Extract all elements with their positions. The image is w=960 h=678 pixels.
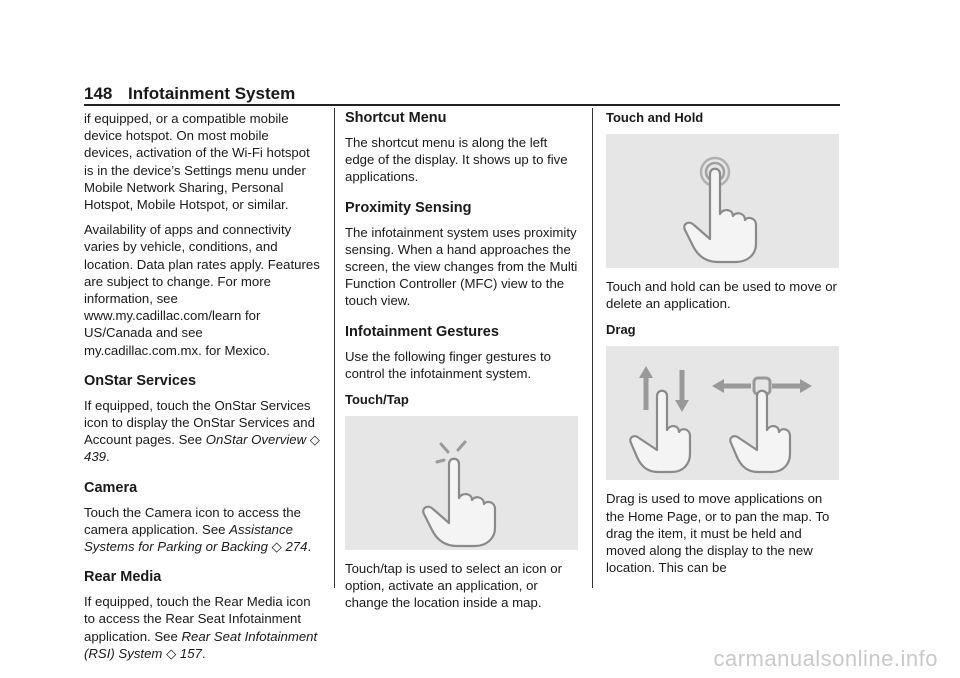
ref-icon: ◇	[271, 539, 282, 555]
rear-page-ref[interactable]: 157	[179, 645, 202, 661]
page-number: 148	[84, 84, 113, 103]
heading-touch-tap: Touch/Tap	[345, 392, 409, 408]
column-divider-2	[592, 108, 593, 588]
paragraph-touch-hold: Touch and hold can be used to move or delete an application.	[606, 279, 837, 312]
paragraph-gestures: Use the following finger gestures to control the infotainment system.	[345, 348, 551, 381]
link-onstar-overview[interactable]: OnStar Overview	[205, 432, 307, 448]
column-2	[345, 110, 579, 620]
watermark: carmanualsonline.info	[713, 646, 938, 671]
tap-hand-icon	[345, 416, 578, 550]
heading-proximity: Proximity Sensing	[345, 199, 472, 216]
column-divider-1	[334, 108, 335, 588]
page-header	[84, 82, 840, 106]
paragraph-availability: Availability of apps and connectivity varies by vehicle, conditions, and location. Data plan rates apply. Features are subject to change. For more information, see www.my.cadillac.com/learn for US/Canada and see my.cadillac.com.mx. for Mexico.	[84, 222, 320, 358]
touch-tap-illustration	[345, 416, 578, 550]
section-title: Infotainment System	[128, 84, 296, 103]
column-3	[606, 110, 840, 584]
heading-rear-media: Rear Media	[84, 569, 162, 586]
touch-hold-hand-icon	[606, 134, 839, 268]
header-rule	[84, 104, 840, 106]
heading-gestures: Infotainment Gestures	[345, 323, 499, 340]
paragraph-proximity: The infotainment system uses proximity sensing. When a hand approaches the screen, the view changes from the Multi Function Controller (MFC) view to the touch view.	[345, 224, 578, 309]
paragraph-onstar: If equipped, touch the OnStar Services icon to display the OnStar Services and Account pages. See OnStar Overview ◇ 439.	[84, 397, 320, 465]
camera-page-ref[interactable]: 274	[285, 539, 308, 555]
ref-icon: ◇	[166, 645, 177, 661]
ref-icon: ◇	[309, 432, 320, 448]
paragraph-drag: Drag is used to move applications on the Home Page, or to pan the map. To drag the item, it must be held and moved along the display to the new location. This can be	[606, 491, 830, 576]
heading-touch-hold: Touch and Hold	[606, 110, 704, 125]
link-assistance-systems[interactable]: Assistance Systems for Parking or Backing	[84, 521, 293, 555]
paragraph-shortcut: The shortcut menu is along the left edge of the display. It shows up to five applications.	[345, 135, 568, 185]
link-rear-seat-infotainment[interactable]: Rear Seat Infotainment (RSI) System	[84, 628, 318, 661]
paragraph-touch-tap: Touch/tap is used to select an icon or option, activate an application, or change the location inside a map.	[345, 561, 562, 611]
heading-camera: Camera	[84, 479, 138, 496]
onstar-page-ref[interactable]: 439	[84, 449, 107, 465]
heading-drag: Drag	[606, 322, 636, 338]
drag-illustration	[606, 346, 839, 480]
column-1	[84, 110, 320, 670]
paragraph-wifi: if equipped, or a compatible mobile device hotspot. On most mobile devices, activation of the Wi-Fi hotspot is in the device’s Settings menu under Mobile Network Sharing, Personal Hotspot, Mobile Hotspot, or similar.	[84, 111, 310, 213]
touch-hold-illustration	[606, 134, 839, 268]
drag-hands-icon	[606, 346, 839, 480]
paragraph-camera: Touch the Camera icon to access the camera application. See Assistance Systems for Parking or Backing ◇ 274.	[84, 504, 312, 555]
heading-onstar: OnStar Services	[84, 372, 197, 389]
heading-shortcut-menu: Shortcut Menu	[345, 110, 447, 126]
paragraph-rear-media: If equipped, touch the Rear Media icon to access the Rear Seat Infotainment application. See Rear Seat Infotainment (RSI) System ◇ 157.	[84, 594, 318, 661]
